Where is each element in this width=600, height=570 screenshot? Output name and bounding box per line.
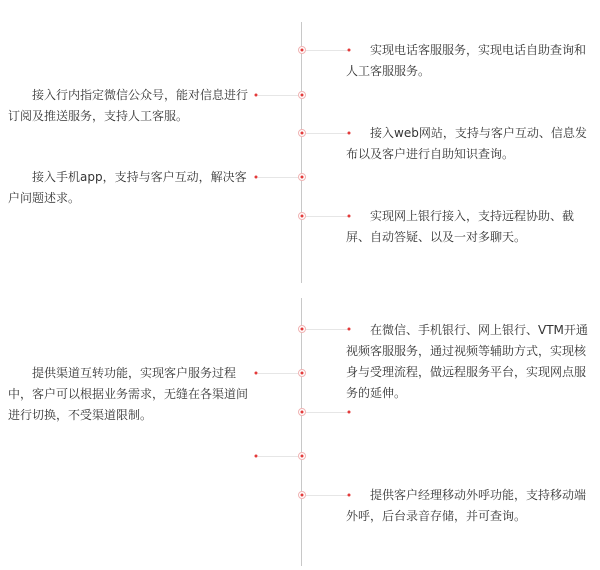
connector-line <box>258 373 298 374</box>
left-entry-text: 接入手机app，支持与客户互动，解决客户问题述求。 <box>8 170 247 205</box>
connector-line <box>306 50 348 51</box>
timeline-node <box>298 408 306 416</box>
timeline-node <box>298 173 306 181</box>
entry-bullet <box>255 176 258 179</box>
timeline-node <box>298 129 306 137</box>
left-entry-text: 提供渠道互转功能，实现客户服务过程中，客户可以根据业务需求，无缝在各渠道间进行切换，不受渠道限制。 <box>8 366 249 422</box>
connector-line <box>306 133 348 134</box>
timeline-node <box>298 325 306 333</box>
timeline-node <box>298 212 306 220</box>
connector-line <box>306 329 348 330</box>
connector-line <box>306 412 348 413</box>
right-entry-text: 实现网上银行接入，支持远程协助、截屏、自动答疑、以及一对多聊天。 <box>346 209 575 244</box>
right-entry-text: 实现电话客服服务，实现电话自助查询和人工客服服务。 <box>346 43 587 78</box>
connector-line <box>306 495 348 496</box>
timeline-node <box>298 369 306 377</box>
connector-line <box>306 216 348 217</box>
entry-bullet <box>348 411 351 414</box>
right-entry-text: 接入web网站，支持与客户互动、信息发布以及客户进行自助知识查询。 <box>346 126 587 161</box>
right-entry-text: 提供客户经理移动外呼功能，支持移动端外呼，后台录音存储，并可查询。 <box>346 488 587 523</box>
entry-bullet <box>255 94 258 97</box>
timeline-node <box>298 91 306 99</box>
connector-line <box>258 456 298 457</box>
entry-bullet <box>255 455 258 458</box>
connector-line <box>258 177 298 178</box>
timeline-node <box>298 46 306 54</box>
entry-bullet <box>255 372 258 375</box>
timeline-node <box>298 452 306 460</box>
left-entry-text: 接入行内指定微信公众号，能对信息进行订阅及推送服务，支持人工客服。 <box>8 88 249 123</box>
connector-line <box>258 95 298 96</box>
timeline-node <box>298 491 306 499</box>
timeline-line-1 <box>301 22 302 283</box>
timeline-line-2 <box>301 298 302 566</box>
right-entry-text: 在微信、手机银行、网上银行、VTM开通视频客服服务，通过视频等辅助方式，实现核身与受理流程，做远程服务平台，实现网点服务的延伸。 <box>346 323 588 400</box>
